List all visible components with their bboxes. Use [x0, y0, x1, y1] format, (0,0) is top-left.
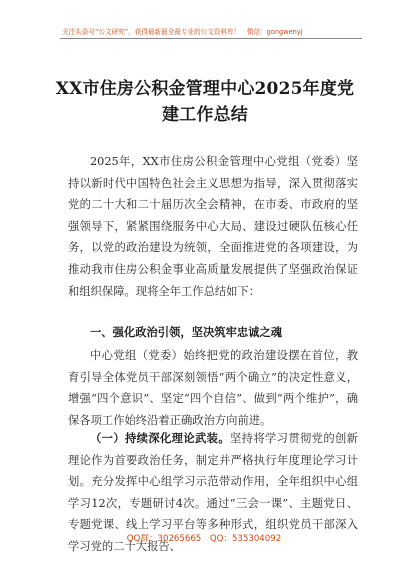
footer-contact-text: QQ群：30265665 QQ：535304092 — [126, 534, 282, 544]
header-divider — [60, 38, 362, 39]
subsection-1-heading: （一）持续深化理论武装。 — [90, 431, 231, 445]
header-promo-text: 关注头条号“公文研究”，获得最新最全最专业的公文资料库！ 微信：gongwenyj — [62, 28, 303, 36]
section-1-paragraph: 中心党组（党委）始终把党的政治建设摆在首位，教育引导全体党员干部深刻领悟“两个确立”的决定性意义，增强“四个意识”、坚定“四个自信”、做到“两个维护”，确保各项工作始终沿着正确政治方向前进。 — [68, 349, 358, 427]
section-1-heading: 一、强化政治引领，坚决筑牢忠诚之魂 — [90, 325, 283, 339]
subsection-1-body: 坚持将学习贯彻党的创新理论作为首要政治任务，制定并严格执行年度理论学习计划。充分发挥中心组学习示范带动作用，全年组织中心组学习12次，专题研讨4次。通过“三会一课”、主题党日、专题党课、线上学习平台等多种形式，组织党员干部深入学习党的二十大报告、 — [68, 432, 358, 553]
intro-paragraph: 2025年，XX市住房公积金管理中心党组（党委）坚持以新时代中国特色社会主义思想为指导，深入贯彻落实党的二十大和二十届历次全会精神，在市委、市政府的坚强领导下，紧紧围绕服务中心大局、建设过硬队伍核心任务，以党的政治建设为统领，全面推进党的各项建设，为推动我市住房公积金事业高质量发展提供了坚强政治保证和组织保障。现将全年工作总结如下： — [68, 155, 358, 298]
document-title: XX市住房公积金管理中心2025年度党建工作总结 — [55, 79, 355, 125]
